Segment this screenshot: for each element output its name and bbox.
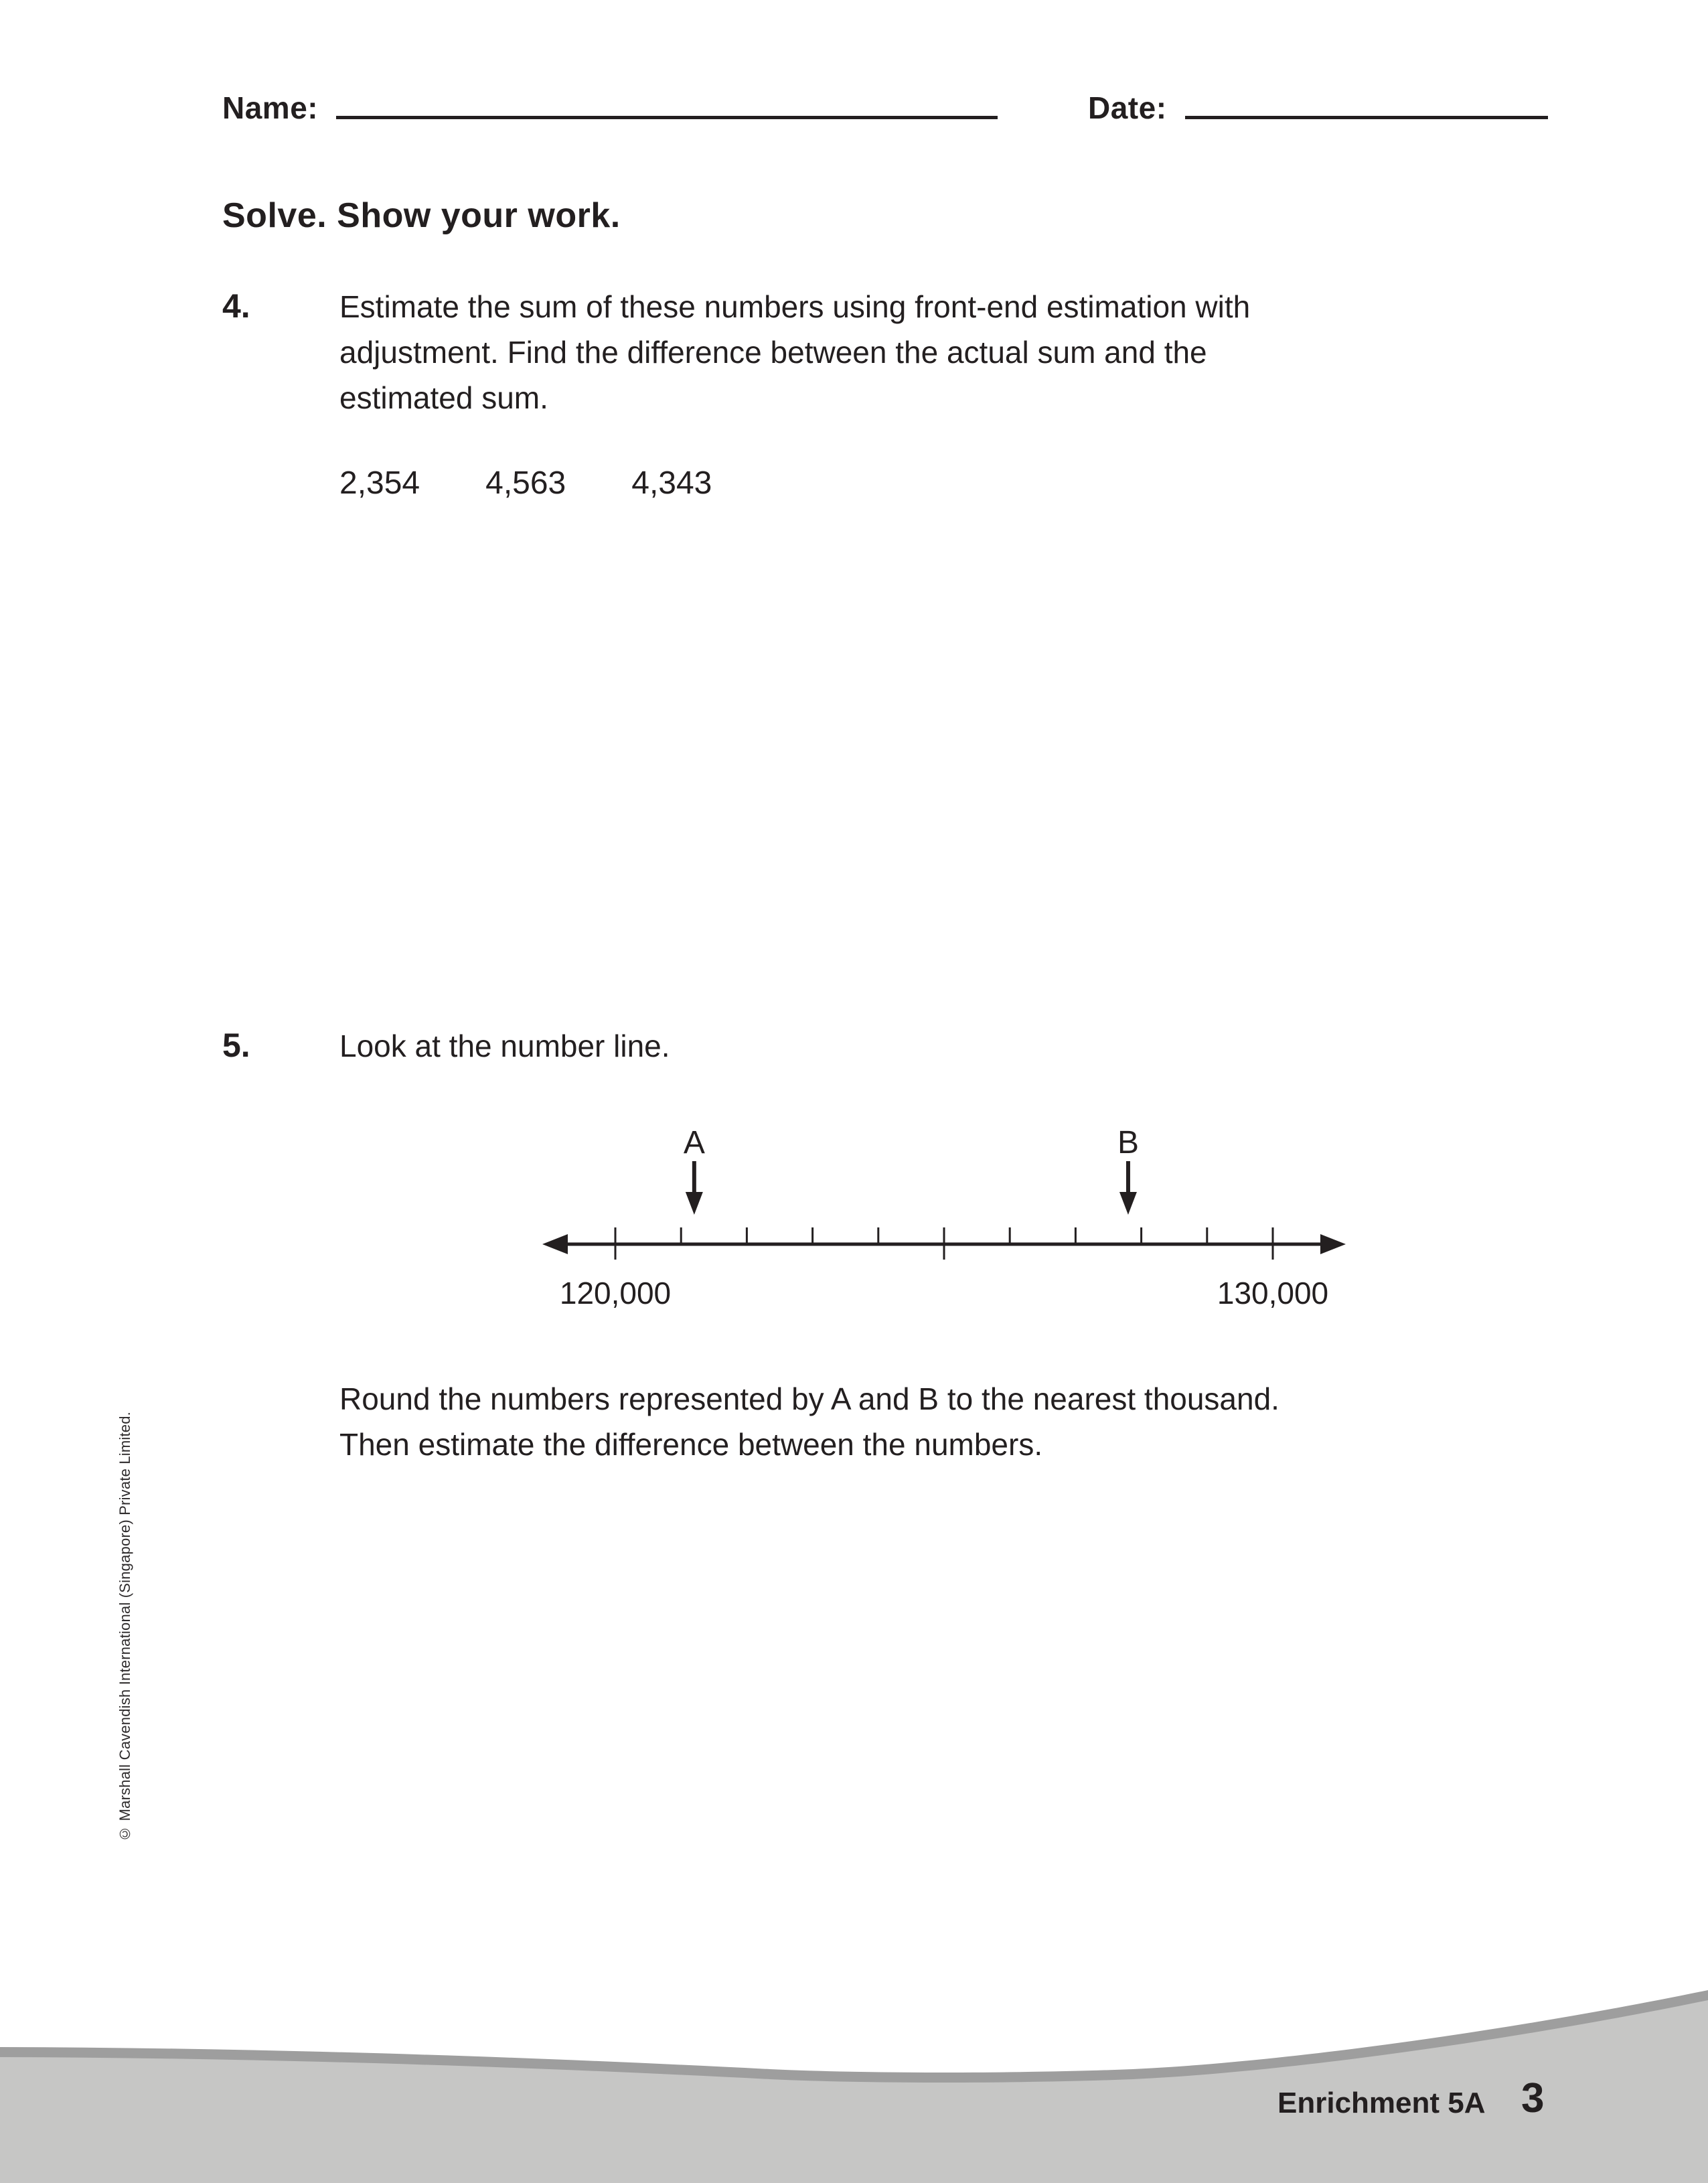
point-label-A: A — [683, 1125, 705, 1160]
copyright-sidebar: © Marshall Cavendish International (Singapore) Private Limited. — [117, 1412, 133, 1842]
footer-page-number: 3 — [1521, 2075, 1545, 2121]
tick-label: 120,000 — [559, 1276, 672, 1310]
addend-value: 4,563 — [485, 465, 566, 501]
question-5-followup-line: Round the numbers represented by A and B to the nearest thousand. — [339, 1381, 1279, 1416]
name-label: Name: — [222, 90, 319, 125]
tick-label: 130,000 — [1217, 1276, 1329, 1310]
axis-arrow-left-icon — [542, 1234, 568, 1254]
question-4-text-line: adjustment. Find the difference between the actual sum and the — [339, 335, 1207, 370]
question-5-prompt — [339, 1023, 1357, 1069]
question-4-text-line: Estimate the sum of these numbers using front-end estimation with — [339, 289, 1251, 324]
addend-value: 4,343 — [631, 465, 712, 501]
date-label: Date: — [1088, 90, 1167, 125]
question-5-number: 5. — [222, 1027, 250, 1064]
date-blank-line — [1185, 116, 1548, 119]
point-label-B: B — [1117, 1125, 1139, 1160]
point-arrow-head-icon — [1119, 1192, 1137, 1215]
question-4-addends — [339, 465, 712, 502]
number-line-figure — [516, 1105, 1373, 1326]
question-5-prompt-text: Look at the number line. — [339, 1029, 670, 1063]
section-heading: Solve. Show your work. — [222, 196, 621, 235]
addend-value: 2,354 — [339, 465, 420, 501]
question-5-followup — [339, 1376, 1357, 1467]
name-blank-line — [336, 116, 998, 119]
question-4-text — [339, 284, 1357, 421]
question-4-text-line: estimated sum. — [339, 380, 548, 415]
footer-swoosh — [0, 1975, 1708, 2183]
question-4-number: 4. — [222, 287, 250, 325]
axis-arrow-right-icon — [1320, 1234, 1346, 1254]
point-arrow-head-icon — [686, 1192, 703, 1215]
footer-book-title: Enrichment 5A — [1277, 2087, 1486, 2119]
question-5-followup-line: Then estimate the difference between the numbers. — [339, 1427, 1043, 1462]
